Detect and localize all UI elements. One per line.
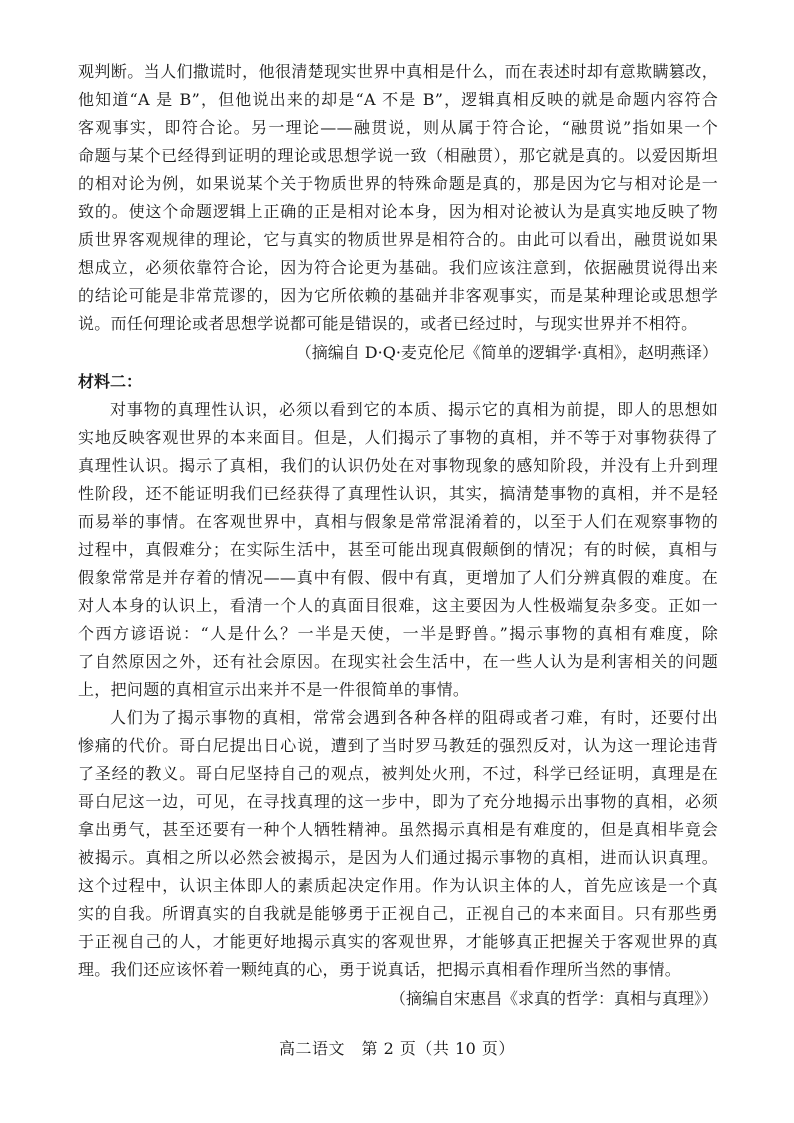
text-line: 他知道“A 是 B”，但他说出来的却是“A 不是 B”，逻辑真相反映的就是命题内容符合 (78, 90, 718, 109)
text-line: 于正视自己的人，才能更好地揭示真实的客观世界，才能够真正把握关于客观世界的真 (78, 932, 718, 951)
material-two-paragraph-2 (78, 704, 718, 984)
text-line: 过程中，真假难分；在实际生活中，甚至可能出现真假颠倒的情况；有的时候，真相与 (78, 540, 718, 559)
text-line: 了圣经的教义。哥白尼坚持自己的观点，被判处火刑，不过，科学已经证明，真理是在 (78, 764, 718, 783)
text-line: 上，把问题的真相宣示出来并不是一件很简单的事情。 (78, 680, 470, 699)
text-line: 实地反映客观世界的本来面目。但是，人们揭示了事物的真相，并不等于对事物获得了 (78, 428, 718, 447)
page-footer: 高二语文 第 2 页（共 10 页） (279, 1039, 515, 1058)
material-one-source: （摘编自 D·Q·麦克伦尼《简单的逻辑学·真相》，赵明燕译） (295, 343, 718, 362)
text-line: 的结论可能是非常荒谬的，因为它所依赖的基础并非客观事实，而是某种理论或思想学 (78, 286, 718, 305)
text-line: 对事物的真理性认识，必须以看到它的本质、揭示它的真相为前提，即人的思想如 (110, 400, 718, 419)
text-line: 命题与某个已经得到证明的理论或思想学说一致（相融贯），那它就是真的。以爱因斯坦 (78, 146, 718, 165)
text-line: 被揭示。真相之所以必然会被揭示，是因为人们通过揭示事物的真相，进而认识真理。 (78, 848, 718, 867)
text-line: 致的。使这个命题逻辑上正确的正是相对论本身，因为相对论被认为是真实地反映了物 (78, 202, 718, 221)
material-two-source: （摘编自宋惠昌《求真的哲学：真相与真理》） (389, 989, 718, 1008)
material-two-heading: 材料二： (78, 372, 143, 391)
text-line: 真理性认识。揭示了真相，我们的认识仍处在对事物现象的感知阶段，并没有上升到理 (78, 456, 718, 475)
text-line: 观判断。当人们撒谎时，他很清楚现实世界中真相是什么，而在表述时却有意欺瞒篡改， (78, 62, 718, 81)
material-two-paragraph-1 (78, 396, 718, 704)
text-line: 想成立，必须依靠符合论，因为符合论更为基础。我们应该注意到，依据融贯说得出来 (78, 258, 718, 277)
material-one-paragraph (78, 58, 718, 338)
text-line: 惨痛的代价。哥白尼提出日心说，遭到了当时罗马教廷的强烈反对，认为这一理论违背 (78, 736, 718, 755)
text-line: 质世界客观规律的理论，它与真实的物质世界是相符合的。由此可以看出，融贯说如果 (78, 230, 718, 249)
text-line: 人们为了揭示事物的真相，常常会遇到各种各样的阻碍或者刁难，有时，还要付出 (110, 708, 718, 727)
text-line: 客观事实，即符合论。另一理论——融贯说，则从属于符合论，“融贯说”指如果一个 (78, 118, 718, 137)
text-line: 说。而任何理论或者思想学说都可能是错误的，或者已经过时，与现实世界并不相符。 (78, 314, 698, 333)
text-line: 了自然原因之外，还有社会原因。在现实社会生活中，在一些人认为是利害相关的问题 (78, 652, 718, 671)
text-line: 的相对论为例，如果说某个关于物质世界的特殊命题是真的，那是因为它与相对论是一 (78, 174, 718, 193)
text-line: 理。我们还应该怀着一颗纯真的心，勇于说真话，把揭示真相看作理所当然的事情。 (78, 960, 682, 979)
text-line: 性阶段，还不能证明我们已经获得了真理性认识，其实，搞清楚事物的真相，并不是轻 (78, 484, 718, 503)
text-line: 而易举的事情。在客观世界中，真相与假象是常常混淆着的，以至于人们在观察事物的 (78, 512, 718, 531)
text-line: 哥白尼这一边，可见，在寻找真理的这一步中，即为了充分地揭示出事物的真相，必须 (78, 792, 718, 811)
text-line: 对人本身的认识上，看清一个人的真面目很难，这主要因为人性极端复杂多变。正如一 (78, 596, 718, 615)
text-line: 假象常常是并存着的情况——真中有假、假中有真，更增加了人们分辨真假的难度。在 (78, 568, 718, 587)
text-line: 拿出勇气，甚至还要有一种个人牺牲精神。虽然揭示真相是有难度的，但是真相毕竟会 (78, 820, 718, 839)
text-line: 这个过程中，认识主体即人的素质起决定作用。作为认识主体的人，首先应该是一个真 (78, 876, 718, 895)
text-line: 实的自我。所谓真实的自我就是能够勇于正视自己，正视自己的本来面目。只有那些勇 (78, 904, 718, 923)
text-line: 个西方谚语说：“人是什么？一半是天使，一半是野兽。”揭示事物的真相有难度，除 (78, 624, 718, 643)
document-body (78, 58, 718, 1014)
